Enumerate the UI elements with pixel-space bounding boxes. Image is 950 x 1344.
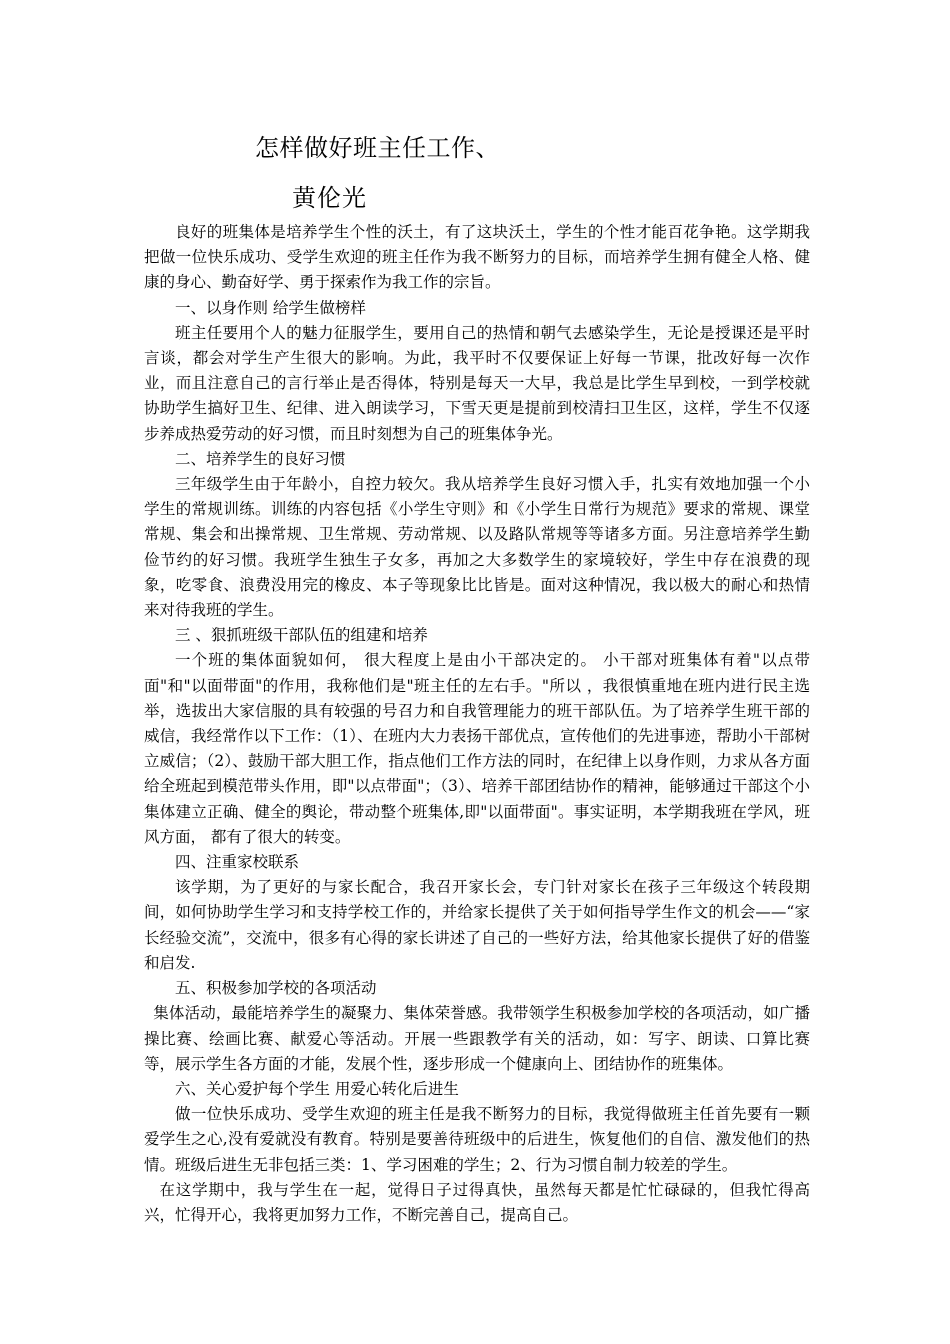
section-heading: 三 、狠抓班级干部队伍的组建和培养 <box>175 626 428 645</box>
body-paragraph: 做一位快乐成功、受学生欢迎的班主任是我不断努力的目标，我觉得做班主任首先要有一颗爱学生之心,没有爱就没有教育。特别是要善待班级中的后进生，恢复他们的自信、激发他们的热情。班级后进生无非包括三类：1、学习困难的学生；2、行为习惯自制力较差的学生。 <box>144 1105 810 1174</box>
section-heading: 六、关心爱护每个学生 用爱心转化后进生 <box>175 1079 459 1098</box>
body-paragraph: 班主任要用个人的魅力征服学生，要用自己的热情和朝气去感染学生，无论是授课还是平时言谈，都会对学生产生很大的影响。为此，我平时不仅要保证上好每一节课，批改好每一次作业，而且注意自己的言行举止是否得体，特别是每天一大早，我总是比学生早到校，一到学校就协助学生搞好卫生、纪律、进入朗读学习，下雪天更是提前到校清扫卫生区，这样，学生不仅逐步养成热爱劳动的好习惯，而且时刻想为自己的班集体争光。 <box>144 323 810 443</box>
body-paragraph: 三年级学生由于年龄小，自控力较欠。我从培养学生良好习惯入手，扎实有效地加强一个小学生的常规训练。训练的内容包括《小学生守则》和《小学生日常行为规范》要求的常规、课堂常规、集会和出操常规、卫生常规、劳动常规、以及路队常规等等诸多方面。另注意培养学生勤俭节约的好习惯。我班学生独生子女多，再加之大多数学生的家境较好，学生中存在浪费的现象，吃零食、浪费没用完的橡皮、本子等现象比比皆是。面对这种情况，我以极大的耐心和热情来对待我班的学生。 <box>144 475 810 620</box>
document-body <box>144 220 810 1228</box>
body-paragraph: 一个班的集体面貌如何， 很大程度上是由小干部决定的。 小干部对班集体有着"以点带面"和"以面带面"的作用，我称他们是"班主任的左右手。"所以 ，我很慎重地在班内进行民主选举，选拔出大家信服的具有较强的号召力和自我管理能力的班干部队伍。为了培养学生班干部的威信，我经常作以下工作：（1）、在班内大力表扬干部优点，宣传他们的先进事迹，帮助小干部树立威信；（2）、鼓励干部大胆工作，指点他们工作方法的同时，在纪律上以身作则，力求从各方面给全班起到模范带头作用，即"以点带面"；（3）、培养干部团结协作的精神，能够通过干部这个小集体建立正确、健全的舆论，带动整个班集体,即"以面带面"。事实证明，本学期我班在学风，班风方面， 都有了很大的转变。 <box>144 651 810 846</box>
section-heading: 四、注重家校联系 <box>175 853 300 872</box>
section-heading: 一、以身作则 给学生做榜样 <box>175 298 366 317</box>
section-heading: 五、积极参加学校的各项活动 <box>175 979 377 998</box>
body-paragraph: 该学期，为了更好的与家长配合，我召开家长会，专门针对家长在孩子三年级这个转段期间，如何协助学生学习和支持学校工作的，并给家长提供了关于如何指导学生作文的机会——“家长经验交流”，交流中，很多有心得的家长讲述了自己的一些好方法，给其他家长提供了好的借鉴和启发. <box>144 878 810 972</box>
intro-paragraph: 良好的班集体是培养学生个性的沃土，有了这块沃土，学生的个性才能百花争艳。这学期我把做一位快乐成功、受学生欢迎的班主任作为我不断努力的目标，而培养学生拥有健全人格、健康的身心、勤奋好学、勇于探索作为我工作的宗旨。 <box>144 223 810 292</box>
closing-paragraph: 在这学期中，我与学生在一起，觉得日子过得真快，虽然每天都是忙忙碌碌的，但我忙得高兴，忙得开心，我将更加努力工作，不断完善自己，提高自己。 <box>144 1180 810 1224</box>
document-title: 怎样做好班主任工作、 <box>255 134 500 162</box>
section-heading: 二、培养学生的良好习惯 <box>175 449 346 468</box>
document-author: 黄伦光 <box>292 184 367 212</box>
body-paragraph: 集体活动，最能培养学生的凝聚力、集体荣誉感。我带领学生积极参加学校的各项活动，如广播操比赛、绘画比赛、献爱心等活动。开展一些跟教学有关的活动，如：写字、朗读、口算比赛等，展示学生各方面的才能，发展个性，逐步形成一个健康向上、团结协作的班集体。 <box>144 1004 810 1073</box>
